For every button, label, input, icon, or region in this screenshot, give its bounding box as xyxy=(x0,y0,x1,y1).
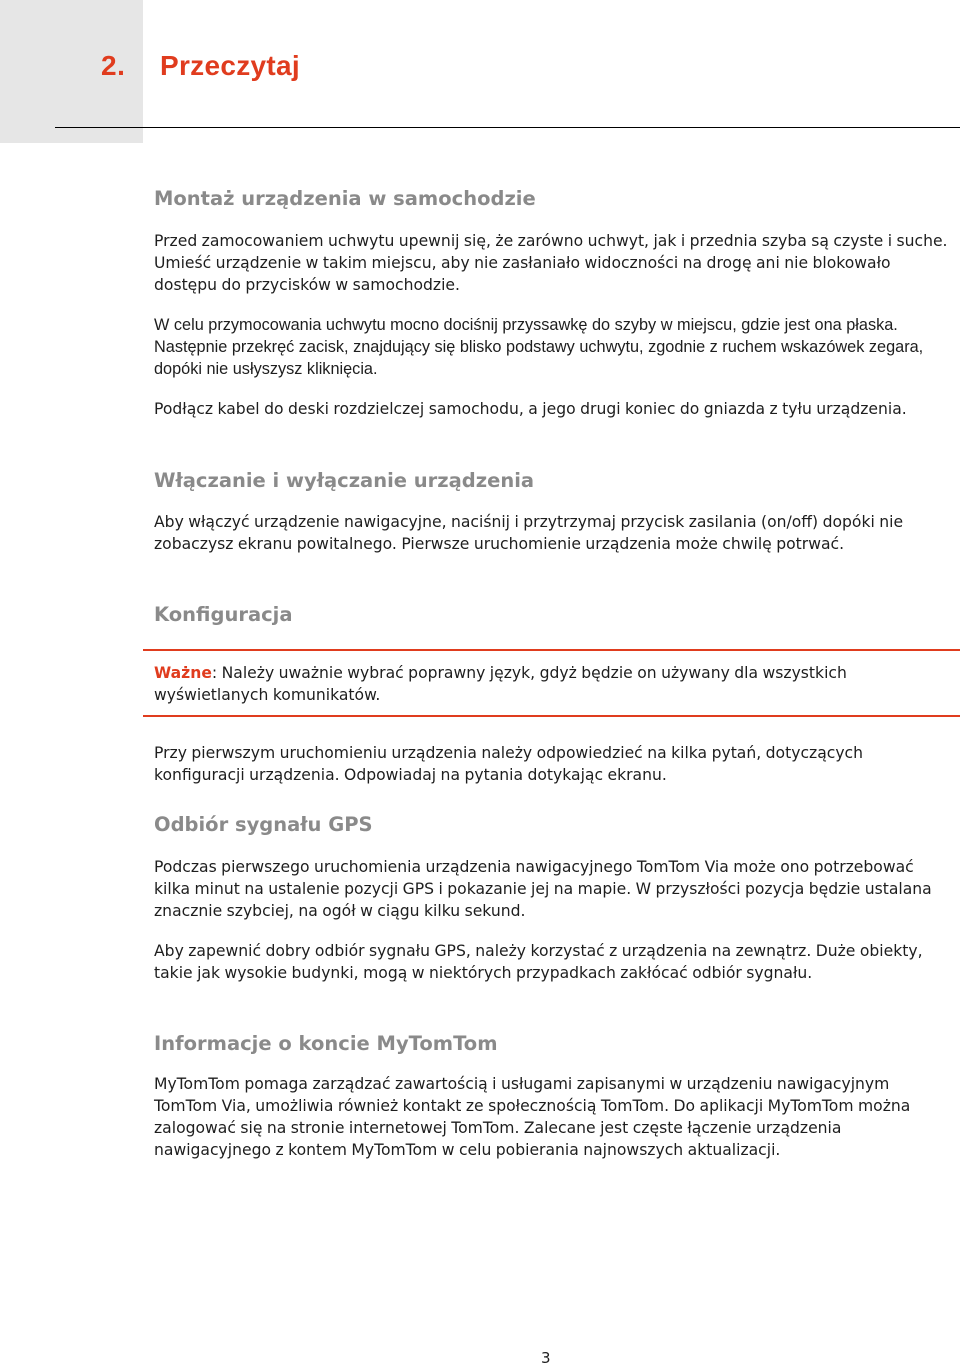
mounting-paragraph-3: Podłącz kabel do deski rozdzielczej samochodu, a jego drugi koniec do gniazda z tyłu urządzenia. xyxy=(154,400,907,418)
page-number: 3 xyxy=(541,1349,551,1367)
section-heading-power: Włączanie i wyłączanie urządzenia xyxy=(154,469,535,492)
power-paragraph-1: Aby włączyć urządzenie nawigacyjne, naciśnij i przytrzymaj przycisk zasilania (on/off) dopóki nie zobaczysz ekranu powitalnego. Pierwsze uruchomienie urządzenia może chwilę potrwać. xyxy=(154,513,904,553)
gps-paragraph-2: Aby zapewnić dobry odbiór sygnału GPS, należy korzystać z urządzenia na zewnątrz. Duże obiekty, takie jak wysokie budynki, mogą w niektórych przypadkach zakłócać odbiór sygnału. xyxy=(154,942,923,982)
section-heading-mounting: Montaż urządzenia w samochodzie xyxy=(154,187,536,210)
config-paragraph-1: Przy pierwszym uruchomieniu urządzenia należy odpowiedzieć na kilka pytań, dotyczących konfiguracji urządzenia. Odpowiadaj na pytania dotykając ekranu. xyxy=(154,744,864,784)
mytomtom-paragraph-1: MyTomTom pomaga zarządzać zawartością i usługami zapisanymi w urządzeniu nawigacyjnym TomTom Via, umożliwia również kontakt ze społecznością TomTom. Do aplikacji MyTomTom można zalogować się na stronie internetowej TomTom. Zalecane jest częste łączenie urządzenia nawigacyjnego z kontem MyTomTom w celu pobierania najnowszych aktualizacji. xyxy=(154,1075,911,1159)
chapter-number: 2. xyxy=(101,50,126,81)
mounting-paragraph-1: Przed zamocowaniem uchwytu upewnij się, że zarówno uchwyt, jak i przednia szyba są czyste i suche. Umieść urządzenie w takim miejscu, aby nie zasłaniało widoczności na drogę ani nie blokowało dostępu do przycisków w samochodzie. xyxy=(154,232,948,294)
mounting-paragraph-2: W celu przymocowania uchwytu mocno dociśnij przyssawkę do szyby w miejscu, gdzie jest ona płaska. Następnie przekręć zacisk, znajdujący się blisko podstawy uchwytu, zgodnie z ruchem wskazówek zegara, dopóki nie usłyszysz kliknięcia. xyxy=(154,316,924,378)
warning-text: : Należy uważnie wybrać poprawny język, gdyż będzie on używany dla wszystkich wyświetlanych komunikatów. xyxy=(154,664,847,704)
section-heading-gps: Odbiór sygnału GPS xyxy=(154,813,373,836)
gps-paragraph-1: Podczas pierwszego uruchomienia urządzenia nawigacyjnego TomTom Via może ono potrzebować kilka minut na ustalenie pozycji GPS i pokazanie jej na mapie. W przyszłości pozycja będzie ustalana znacznie szybciej, na ogół w ciągu kilku sekund. xyxy=(154,858,932,920)
section-heading-mytomtom: Informacje o koncie MyTomTom xyxy=(154,1032,498,1055)
warning-top-rule xyxy=(143,649,960,651)
warning-bottom-rule xyxy=(143,715,960,717)
header-divider xyxy=(55,127,960,128)
config-warning xyxy=(154,662,954,706)
chapter-title: Przeczytaj xyxy=(160,50,300,81)
section-heading-config: Konfiguracja xyxy=(154,603,293,626)
warning-label: Ważne xyxy=(154,664,212,682)
